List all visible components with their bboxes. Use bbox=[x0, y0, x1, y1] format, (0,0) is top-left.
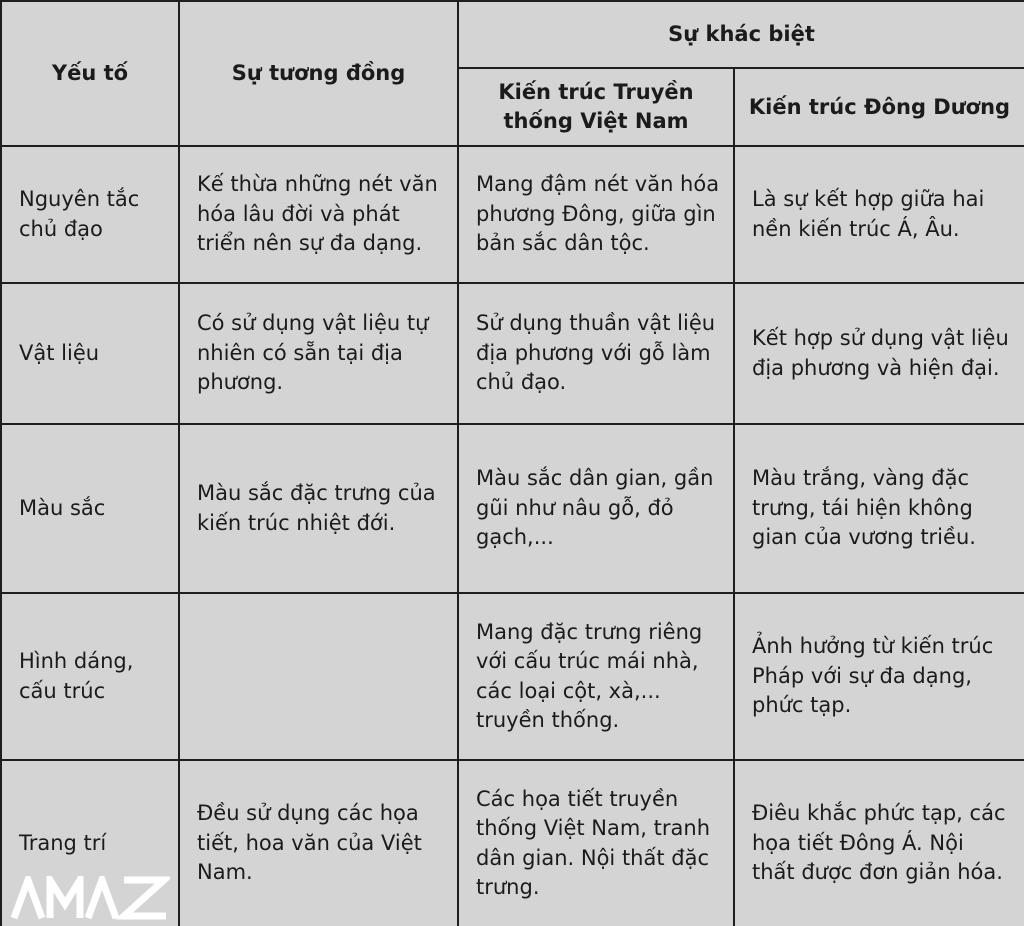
logo-glyphs bbox=[14, 880, 166, 918]
cell-factor: Màu sắc bbox=[1, 424, 179, 593]
cell-similarity: Màu sắc đặc trưng của kiến trúc nhiệt đới. bbox=[179, 424, 458, 593]
cell-factor: Nguyên tắc chủ đạo bbox=[1, 146, 179, 283]
cell-traditional: Mang đậm nét văn hóa phương Đông, giữa gìn bản sắc dân tộc. bbox=[458, 146, 734, 283]
logo-letter-m bbox=[50, 880, 80, 918]
cell-similarity: Đều sử dụng các họa tiết, hoa văn của Việt Nam. bbox=[179, 760, 458, 926]
table-row bbox=[1, 146, 1024, 283]
cell-traditional: Sử dụng thuần vật liệu địa phương với gỗ làm chủ đạo. bbox=[458, 283, 734, 424]
cell-indochine: Điêu khắc phức tạp, các họa tiết Đông Á. Nội thất được đơn giản hóa. bbox=[734, 760, 1024, 926]
cell-factor: Trang trí bbox=[1, 760, 179, 926]
cell-indochine: Ảnh hưởng từ kiến trúc Pháp với sự đa dạng, phức tạp. bbox=[734, 593, 1024, 760]
cell-traditional: Các họa tiết truyền thống Việt Nam, tranh dân gian. Nội thất đặc trưng. bbox=[458, 760, 734, 926]
cell-traditional: Màu sắc dân gian, gần gũi như nâu gỗ, đỏ gạch,... bbox=[458, 424, 734, 593]
header-similarity: Sự tương đồng bbox=[179, 1, 458, 146]
table-row bbox=[1, 593, 1024, 760]
logo-letter-a1 bbox=[14, 880, 42, 918]
header-factor: Yếu tố bbox=[1, 1, 179, 146]
header-difference: Sự khác biệt bbox=[458, 1, 1024, 68]
header-traditional: Kiến trúc Truyền thống Việt Nam bbox=[458, 68, 734, 146]
header-indochine: Kiến trúc Đông Dương bbox=[734, 68, 1024, 146]
logo-letter-z bbox=[124, 880, 166, 916]
table-head bbox=[1, 1, 1024, 146]
cell-indochine: Kết hợp sử dụng vật liệu địa phương và hiện đại. bbox=[734, 283, 1024, 424]
header-row-top bbox=[1, 1, 1024, 68]
cell-factor: Hình dáng, cấu trúc bbox=[1, 593, 179, 760]
table-row bbox=[1, 424, 1024, 593]
cell-indochine: Là sự kết hợp giữa hai nền kiến trúc Á, Âu. bbox=[734, 146, 1024, 283]
cell-indochine: Màu trắng, vàng đặc trưng, tái hiện không gian của vương triều. bbox=[734, 424, 1024, 593]
table-row bbox=[1, 283, 1024, 424]
amaz-logo-watermark bbox=[10, 876, 170, 920]
cell-factor: Vật liệu bbox=[1, 283, 179, 424]
cell-similarity bbox=[179, 593, 458, 760]
cell-similarity: Có sử dụng vật liệu tự nhiên có sẵn tại địa phương. bbox=[179, 283, 458, 424]
cell-similarity: Kế thừa những nét văn hóa lâu đời và phát triển nên sự đa dạng. bbox=[179, 146, 458, 283]
cell-traditional: Mang đặc trưng riêng với cấu trúc mái nhà, các loại cột, xà,... truyền thống. bbox=[458, 593, 734, 760]
logo-letter-a2 bbox=[88, 880, 116, 918]
table-body bbox=[1, 146, 1024, 926]
